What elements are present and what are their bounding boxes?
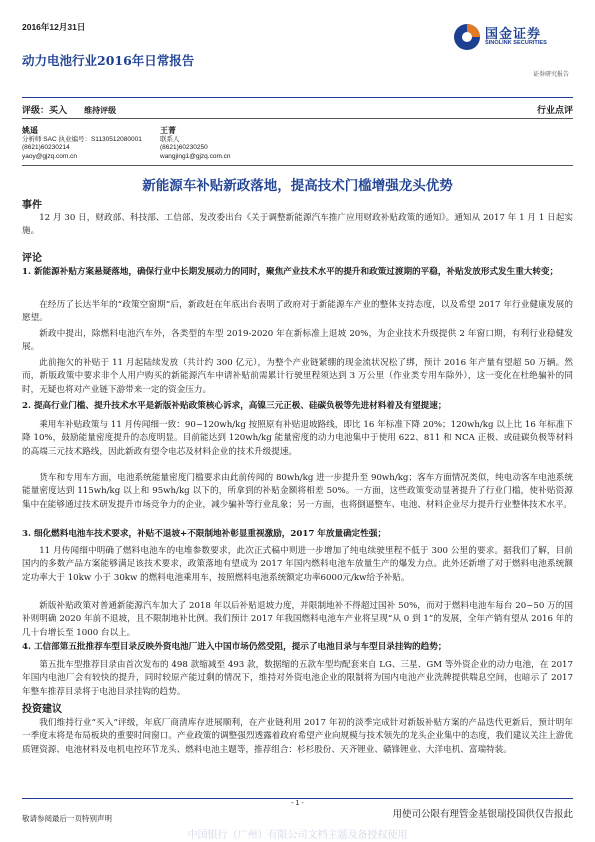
point-1-text-c: 此前拖欠的补贴于 11 月起陆续发放（共计约 300 亿元），为整个产业链紧绷的现金流状况松了绑，预计 2016 年产量有望超 50 万辆。然而，新版政策中要求非个人用户购买的新能源汽车申请补贴前需累计行驶里程须达到 3 万公里（作业类专用车除外），这一变化在杜绝骗补的同时，无疑也将对产业链下游带来一定的资金压力。 [22,358,573,395]
point-1-text-a: 在经历了长达半年的“政策空窗期”后，新政赶在年底出台表明了政府对于新能源车产业的整体支持态度，以及希望 2017 年行业健康发展的愿望。 [22,300,573,324]
point-3-text-b: 新版补贴政策对普通新能源汽车加大了 2018 年以后补贴退坡力度，并限制地补不得超过国补 50%，而对于燃料电池车每台 20~50 万的国补则明确 2020 年前不退坡，且不限制地补比例。我们预计 2017 年我国燃料电池车产业将呈现“从 0 到 1”的发展，全年产销有望从 2016 年的几十台增长至 1000 台以上。 [22,601,573,638]
logo-sub: 证券研究报告 [533,71,570,78]
logo-en: SINOLINK SECURITIES [485,40,547,46]
rating-keep: 维持评级 [84,105,117,115]
article-title: 新能源车补贴新政落地，提高技术门槛增强龙头优势 [142,178,453,194]
point-3-heading: 3. 细化燃料电池车技术要求，补贴不退坡+不限制地补彰显重视激励，2017 年放量确定性强； [22,529,387,539]
advice-text: 我们维持行业“买入”评级，年底厂商清库存进展顺利，在产业链利用 2017 年初的淡季完成针对新版补贴方案的产品迭代更新后，预计明年一季度末将是布局板块的重要时间窗口。产业政策的调整强烈透露着政府希望产业向规模与技术领先的龙头企业集中的态度，我们建议关注上游优质锂资源、电池材料及电机电控环节龙头、燃料电池主题等，推荐组合：杉杉股份、天齐锂业、赣锋锂业、大洋电机、富瑞特装。 [22,718,573,755]
section-advice: 投资建议 [22,704,62,715]
analyst-sac: 分析师 SAC 执业编号：S1130512080001 [22,136,142,143]
point-1-heading: 1. 新能源补贴方案悬疑落地，确保行业中长期发展动力的同时，聚焦产业技术水平的提升和政策过渡期的平稳，补贴发放形式发生重大转变； [22,267,559,277]
analyst-email: yaoy@gjzq.com.cn [22,152,78,160]
rights-note: 用使司公限有理管金基银瑞投国供仅告报此 [392,809,573,820]
disclaimer-note: 敬请参阅最后一页特别声明 [22,814,112,823]
analyst-email: wangjing1@gjzq.com.cn [160,152,231,160]
analyst-name: 姚遥 [22,125,38,135]
rating-label: 评级： [22,106,50,116]
brand-logo [453,17,573,77]
section-event: 事件 [22,200,42,211]
analyst-divider [22,165,573,166]
point-4-text-a: 第五批车型推荐目录由首次发布的 498 款缩减至 493 款，数据缩的五款车型均配套来自 LG、三星、GM 等外资企业的动力电池，在 2017 年国内电池厂会有较快的提升，同时较原产能过剩的情况下，维持对外资电池企业的限制将为国内电池产业洗牌提供喘息空间，也暗示了 2017 年整车推荐目录将于电池目录挂钩的趋势。 [22,660,573,697]
page-number: - 1 - [291,800,304,807]
point-1-text-b: 新政中提出，除燃料电池汽车外，各类型的车型 2019-2020 年在新标准上退坡 20%，为企业技术升级提供 2 年窗口期，有利行业稳健发展。 [22,329,573,353]
rating-value: 买入 [49,106,68,116]
report-title: 动力电池行业2016年日常报告 [22,53,195,68]
logo-cn: 国金证券 [485,26,542,41]
section-comment: 评论 [22,253,42,264]
point-4-heading: 4. 工信部第五批推荐车型目录反映外资电池厂进入中国市场仍然受阻，提示了电池目录与车型目录挂钩的趋势； [22,642,447,652]
footer-divider [22,798,573,799]
point-3-text-a: 11 月传闻细中明确了燃料电池车的电堆参数要求，此次正式稿中则进一步增加了纯电续驶里程不低于 300 公里的要求。据我们了解，目前国内的多数产品方案能够满足该技术要求，政策落地有望成为 2017 年国内燃料电池车放量生产的爆发力点。此外还新增了对于燃料电池系统额定功率大于 10kw 小于 30kw 的燃料电池乘用车，按照燃料电池系统额定功率6000元/kw给予补贴。 [22,546,573,583]
rating-divider [22,118,573,119]
analyst-phone: (8621)60230250 [160,144,208,152]
report-date: 2016年12月31日 [22,22,86,32]
rating-row [22,103,116,116]
point-2-text-a: 乘用车补贴政策与 11 月传闻细一致：90~120wh/kg 按照原有补贴退坡路线，即比 16 年标准下降 20%；120wh/kg 以上比 16 年标准下降 10%，鼓励能量密度提升的态度明显。目前能达到 120wh/kg 能量密度的动力电池集中于使用 622、811 和 NCA 正极、或硅碳负极等材料的高端三元技术路线，因此新政有望令电芯及材料企业的技术升级提速。 [22,420,573,457]
sinolink-logo-icon [453,23,481,51]
analyst-name: 王菁 [160,125,176,135]
analyst-role: 联系人 [160,136,180,143]
analyst-block-2 [160,124,360,161]
point-2-heading: 2. 提高行业门槛、提升技术水平是新版补贴政策核心诉求，高镍三元正极、硅碳负极等先进材料着及有望提速； [22,401,447,411]
point-2-text-b: 货车和专用车方面，电池系统能量密度门槛要求由此前传闻的 80wh/kg 进一步提升至 90wh/kg；客车方面情况类似，纯电动客车电池系统能量密度达到 115wh/kg 以上和 95wh/kg 以下的，所拿到的补贴金额将相差 50%。一方面，这些政策变动显著提升了行业门槛，使补贴资源集中在能够通过技术研发提升市场竞争力的企业，减少骗补等行业乱象；另一方面，也将倒逼整车、电池、材料企业尽力提升行业整体技术水平。 [22,473,573,510]
header-divider [22,97,573,98]
report-category: 行业点评 [536,106,573,116]
watermark: 中国银行（广州）有限公司文档主题及备授权使用 [187,830,408,841]
event-text: 12 月 30 日，财政部、科技部、工信部、发改委出台《关于调整新能源汽车推广应用财政补贴政策的通知》。通知从 2017 年 1 月 1 日起实施。 [22,213,573,237]
analyst-phone: (8621)60230214 [22,144,70,152]
